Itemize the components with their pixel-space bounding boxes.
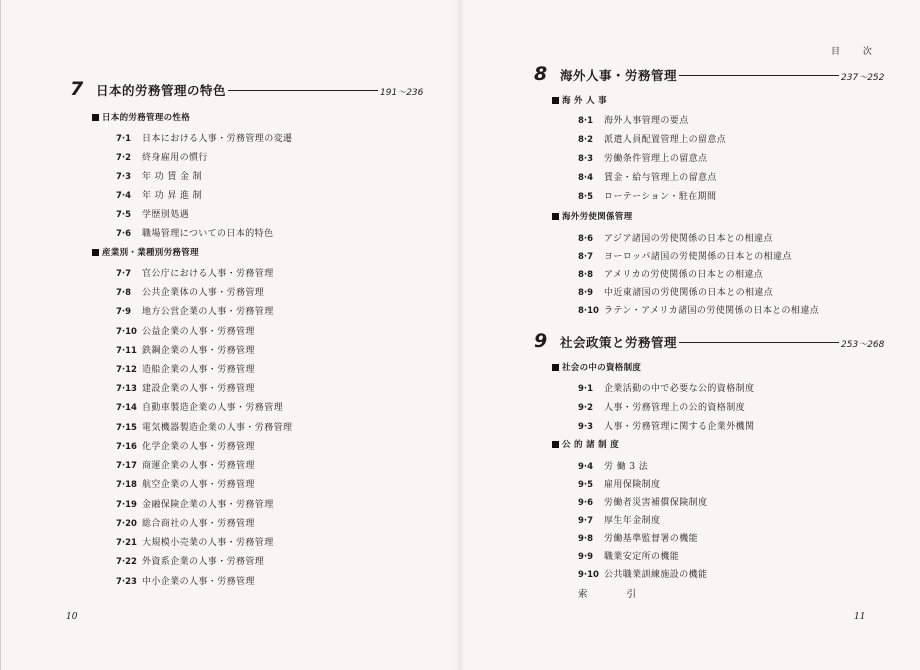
square-bullet-icon bbox=[92, 249, 99, 256]
toc-item[interactable] bbox=[578, 381, 754, 394]
item-title: 外資系企業の人事・労務管理 bbox=[142, 557, 265, 567]
toc-item[interactable] bbox=[578, 567, 707, 580]
item-title: 労働基準監督署の機能 bbox=[604, 534, 699, 544]
item-number: 9·9 bbox=[578, 552, 594, 562]
square-bullet-icon bbox=[92, 114, 99, 121]
page-range: 191〜236 bbox=[380, 88, 424, 98]
item-number: 7·9 bbox=[116, 307, 132, 317]
leader-rule bbox=[679, 75, 839, 76]
item-number: 9·7 bbox=[578, 516, 594, 526]
item-title: アメリカの労使関係の日本との相違点 bbox=[604, 270, 764, 280]
item-title: 金融保険企業の人事・労務管理 bbox=[142, 500, 274, 510]
item-number: 8·5 bbox=[578, 192, 594, 202]
item-title: 造船企業の人事・労務管理 bbox=[142, 365, 255, 375]
toc-item[interactable] bbox=[578, 419, 754, 432]
item-number: 8·7 bbox=[578, 252, 594, 262]
toc-item[interactable] bbox=[578, 113, 689, 126]
item-number: 8·6 bbox=[578, 234, 594, 244]
item-title: 商運企業の人事・労務管理 bbox=[142, 461, 255, 471]
item-title: ラテン・アメリカ諸国の労使関係の日本との相違点 bbox=[604, 306, 820, 316]
item-title: 職業安定所の機能 bbox=[604, 552, 680, 562]
toc-item[interactable] bbox=[578, 549, 679, 562]
toc-item[interactable] bbox=[578, 170, 717, 183]
toc-item[interactable] bbox=[578, 531, 698, 544]
item-number: 7·3 bbox=[116, 172, 132, 182]
item-number: 9·2 bbox=[578, 403, 594, 413]
toc-item[interactable] bbox=[578, 151, 707, 164]
item-title: 大規模小売業の人事・労務管理 bbox=[142, 538, 274, 548]
item-number: 7·2 bbox=[116, 153, 132, 163]
running-head: 目 次 bbox=[831, 47, 882, 57]
item-number: 7·1 bbox=[116, 134, 132, 144]
item-number: 7·18 bbox=[116, 480, 137, 490]
item-number: 8·1 bbox=[578, 116, 594, 126]
item-title: 公益企業の人事・労務管理 bbox=[142, 327, 255, 337]
item-title: 中小企業の人事・労務管理 bbox=[142, 577, 255, 587]
item-title: 地方公営企業の人事・労務管理 bbox=[142, 307, 274, 317]
item-title: 職場管理についての日本的特色 bbox=[142, 229, 274, 239]
section-heading[interactable] bbox=[92, 111, 190, 123]
right-page bbox=[460, 0, 920, 670]
item-title: 労 働 3 法 bbox=[604, 462, 649, 472]
toc-item[interactable] bbox=[578, 132, 726, 145]
toc-item[interactable] bbox=[116, 554, 264, 567]
page-range: 237〜252 bbox=[841, 73, 885, 83]
toc-item[interactable] bbox=[116, 131, 292, 144]
item-number: 9·6 bbox=[578, 498, 594, 508]
item-title: 化学企業の人事・労務管理 bbox=[142, 442, 255, 452]
item-title: 年 功 賃 金 制 bbox=[142, 172, 203, 182]
item-title: 厚生年金制度 bbox=[604, 516, 661, 526]
item-number: 7·13 bbox=[116, 384, 137, 394]
section-heading[interactable] bbox=[552, 438, 619, 450]
item-title: アジア諸国の労使関係の日本との相違点 bbox=[604, 234, 773, 244]
item-title: 公共企業体の人事・労務管理 bbox=[142, 288, 265, 298]
item-title: 中近東諸国の労使関係の日本との相違点 bbox=[604, 288, 774, 298]
section-title: 社会の中の資格制度 bbox=[562, 363, 642, 373]
chapter-9-heading[interactable] bbox=[534, 330, 884, 352]
item-title: 労働条件管理上の留意点 bbox=[604, 154, 708, 164]
item-title: 人事・労務管理上の公的資格制度 bbox=[604, 403, 746, 413]
item-number: 7·22 bbox=[116, 557, 137, 567]
leader-rule bbox=[228, 90, 378, 91]
toc-item[interactable] bbox=[578, 231, 773, 244]
item-title: ヨーロッパ諸国の労使関係の日本との相違点 bbox=[604, 252, 792, 262]
item-number: 9·1 bbox=[578, 384, 594, 394]
item-title: 公共職業訓練施設の機能 bbox=[604, 570, 708, 580]
toc-item[interactable] bbox=[578, 189, 716, 202]
toc-item[interactable] bbox=[116, 343, 255, 356]
item-title: ローテーション・駐在期間 bbox=[604, 192, 717, 202]
toc-item[interactable] bbox=[116, 381, 255, 394]
toc-item[interactable] bbox=[116, 400, 283, 413]
toc-item[interactable] bbox=[116, 304, 274, 317]
item-number: 7·15 bbox=[116, 423, 137, 433]
item-number: 7·4 bbox=[116, 191, 132, 201]
toc-item[interactable] bbox=[116, 516, 255, 529]
item-number: 7·8 bbox=[116, 288, 132, 298]
toc-item[interactable] bbox=[578, 267, 763, 280]
chapter-number: 7 bbox=[70, 78, 84, 100]
item-title: 企業活動の中で必要な公的資格制度 bbox=[604, 384, 755, 394]
toc-item[interactable] bbox=[116, 266, 274, 279]
item-number: 8·2 bbox=[578, 135, 594, 145]
item-title: 海外人事管理の要点 bbox=[604, 116, 689, 126]
index-entry[interactable]: 索 引 bbox=[578, 589, 655, 600]
toc-item[interactable] bbox=[578, 303, 819, 316]
item-number: 7·20 bbox=[116, 519, 137, 529]
item-number: 7·7 bbox=[116, 269, 132, 279]
chapter-7-heading[interactable] bbox=[70, 78, 423, 100]
item-number: 7·14 bbox=[116, 403, 137, 413]
section-heading[interactable] bbox=[552, 361, 641, 373]
item-title: 鉄鋼企業の人事・労務管理 bbox=[142, 346, 255, 356]
item-number: 7·10 bbox=[116, 327, 137, 337]
chapter-title: 日本的労務管理の特色 bbox=[96, 83, 227, 98]
section-title: 公 的 諸 制 度 bbox=[562, 440, 620, 450]
section-title: 産業別・業種別労務管理 bbox=[102, 248, 199, 258]
toc-item[interactable] bbox=[116, 574, 255, 587]
section-title: 海外労使関係管理 bbox=[562, 212, 633, 222]
section-title: 海 外 人 事 bbox=[562, 96, 607, 106]
item-number: 8·4 bbox=[578, 173, 594, 183]
toc-item[interactable] bbox=[116, 535, 274, 548]
toc-item[interactable] bbox=[116, 188, 202, 201]
section-heading[interactable] bbox=[92, 246, 199, 258]
item-title: 雇用保険制度 bbox=[604, 480, 661, 490]
toc-item[interactable] bbox=[578, 495, 707, 508]
item-number: 8·8 bbox=[578, 270, 594, 280]
item-title: 賃金・給与管理上の留意点 bbox=[604, 173, 717, 183]
toc-item[interactable] bbox=[578, 249, 792, 262]
section-heading[interactable] bbox=[552, 94, 607, 106]
chapter-number: 8 bbox=[534, 63, 548, 85]
item-number: 9·8 bbox=[578, 534, 594, 544]
toc-item[interactable] bbox=[116, 207, 189, 220]
item-title: 自動車製造企業の人事・労務管理 bbox=[142, 403, 284, 413]
item-number: 8·10 bbox=[578, 306, 599, 316]
leader-rule bbox=[679, 342, 839, 343]
page-number: 11 bbox=[854, 612, 866, 622]
section-title: 日本的労務管理の性格 bbox=[102, 113, 191, 123]
item-number: 9·4 bbox=[578, 462, 594, 472]
toc-item[interactable] bbox=[116, 226, 273, 239]
item-title: 総合商社の人事・労務管理 bbox=[142, 519, 255, 529]
toc-item[interactable] bbox=[578, 285, 773, 298]
toc-item[interactable] bbox=[116, 324, 255, 337]
item-number: 8·3 bbox=[578, 154, 594, 164]
item-number: 9·10 bbox=[578, 570, 599, 580]
toc-item[interactable] bbox=[578, 459, 648, 472]
item-title: 官公庁における人事・労務管理 bbox=[142, 269, 274, 279]
item-number: 9·5 bbox=[578, 480, 594, 490]
item-number: 8·9 bbox=[578, 288, 594, 298]
item-number: 7·17 bbox=[116, 461, 137, 471]
item-title: 航空企業の人事・労務管理 bbox=[142, 480, 255, 490]
item-number: 7·11 bbox=[116, 346, 137, 356]
item-number: 7·6 bbox=[116, 229, 132, 239]
square-bullet-icon bbox=[552, 441, 559, 448]
toc-item[interactable] bbox=[116, 150, 208, 163]
item-number: 7·21 bbox=[116, 538, 137, 548]
toc-item[interactable] bbox=[116, 362, 255, 375]
square-bullet-icon bbox=[552, 213, 559, 220]
page-number: 10 bbox=[66, 612, 78, 622]
item-number: 7·12 bbox=[116, 365, 137, 375]
toc-item[interactable] bbox=[578, 400, 745, 413]
chapter-number: 9 bbox=[534, 330, 548, 352]
item-title: 人事・労務管理に関する企業外機関 bbox=[604, 422, 755, 432]
page-range: 253〜268 bbox=[841, 340, 885, 350]
item-number: 7·5 bbox=[116, 210, 132, 220]
square-bullet-icon bbox=[552, 364, 559, 371]
toc-item[interactable] bbox=[116, 497, 274, 510]
toc-item[interactable] bbox=[116, 285, 264, 298]
toc-item[interactable] bbox=[116, 477, 255, 490]
item-title: 年 功 昇 進 制 bbox=[142, 191, 203, 201]
item-title: 派遣人員配置管理上の留意点 bbox=[604, 135, 727, 145]
toc-item[interactable] bbox=[116, 420, 292, 433]
toc-item[interactable] bbox=[578, 477, 660, 490]
section-heading[interactable] bbox=[552, 210, 632, 222]
item-number: 7·23 bbox=[116, 577, 137, 587]
square-bullet-icon bbox=[552, 97, 559, 104]
item-title: 建設企業の人事・労務管理 bbox=[142, 384, 255, 394]
toc-item[interactable] bbox=[116, 169, 202, 182]
item-number: 7·16 bbox=[116, 442, 137, 452]
item-number: 9·3 bbox=[578, 422, 594, 432]
toc-item[interactable] bbox=[116, 458, 255, 471]
chapter-title: 社会政策と労務管理 bbox=[560, 335, 678, 350]
item-title: 日本における人事・労務管理の変遷 bbox=[142, 134, 293, 144]
item-number: 7·19 bbox=[116, 500, 137, 510]
item-title: 電気機器製造企業の人事・労務管理 bbox=[142, 423, 293, 433]
chapter-8-heading[interactable] bbox=[534, 63, 884, 85]
toc-item[interactable] bbox=[116, 439, 255, 452]
toc-item[interactable] bbox=[578, 513, 660, 526]
item-title: 終身雇用の慣行 bbox=[142, 153, 208, 163]
item-title: 学歴別処遇 bbox=[142, 210, 190, 220]
chapter-title: 海外人事・労務管理 bbox=[560, 68, 678, 83]
item-title: 労働者災害補償保険制度 bbox=[604, 498, 708, 508]
